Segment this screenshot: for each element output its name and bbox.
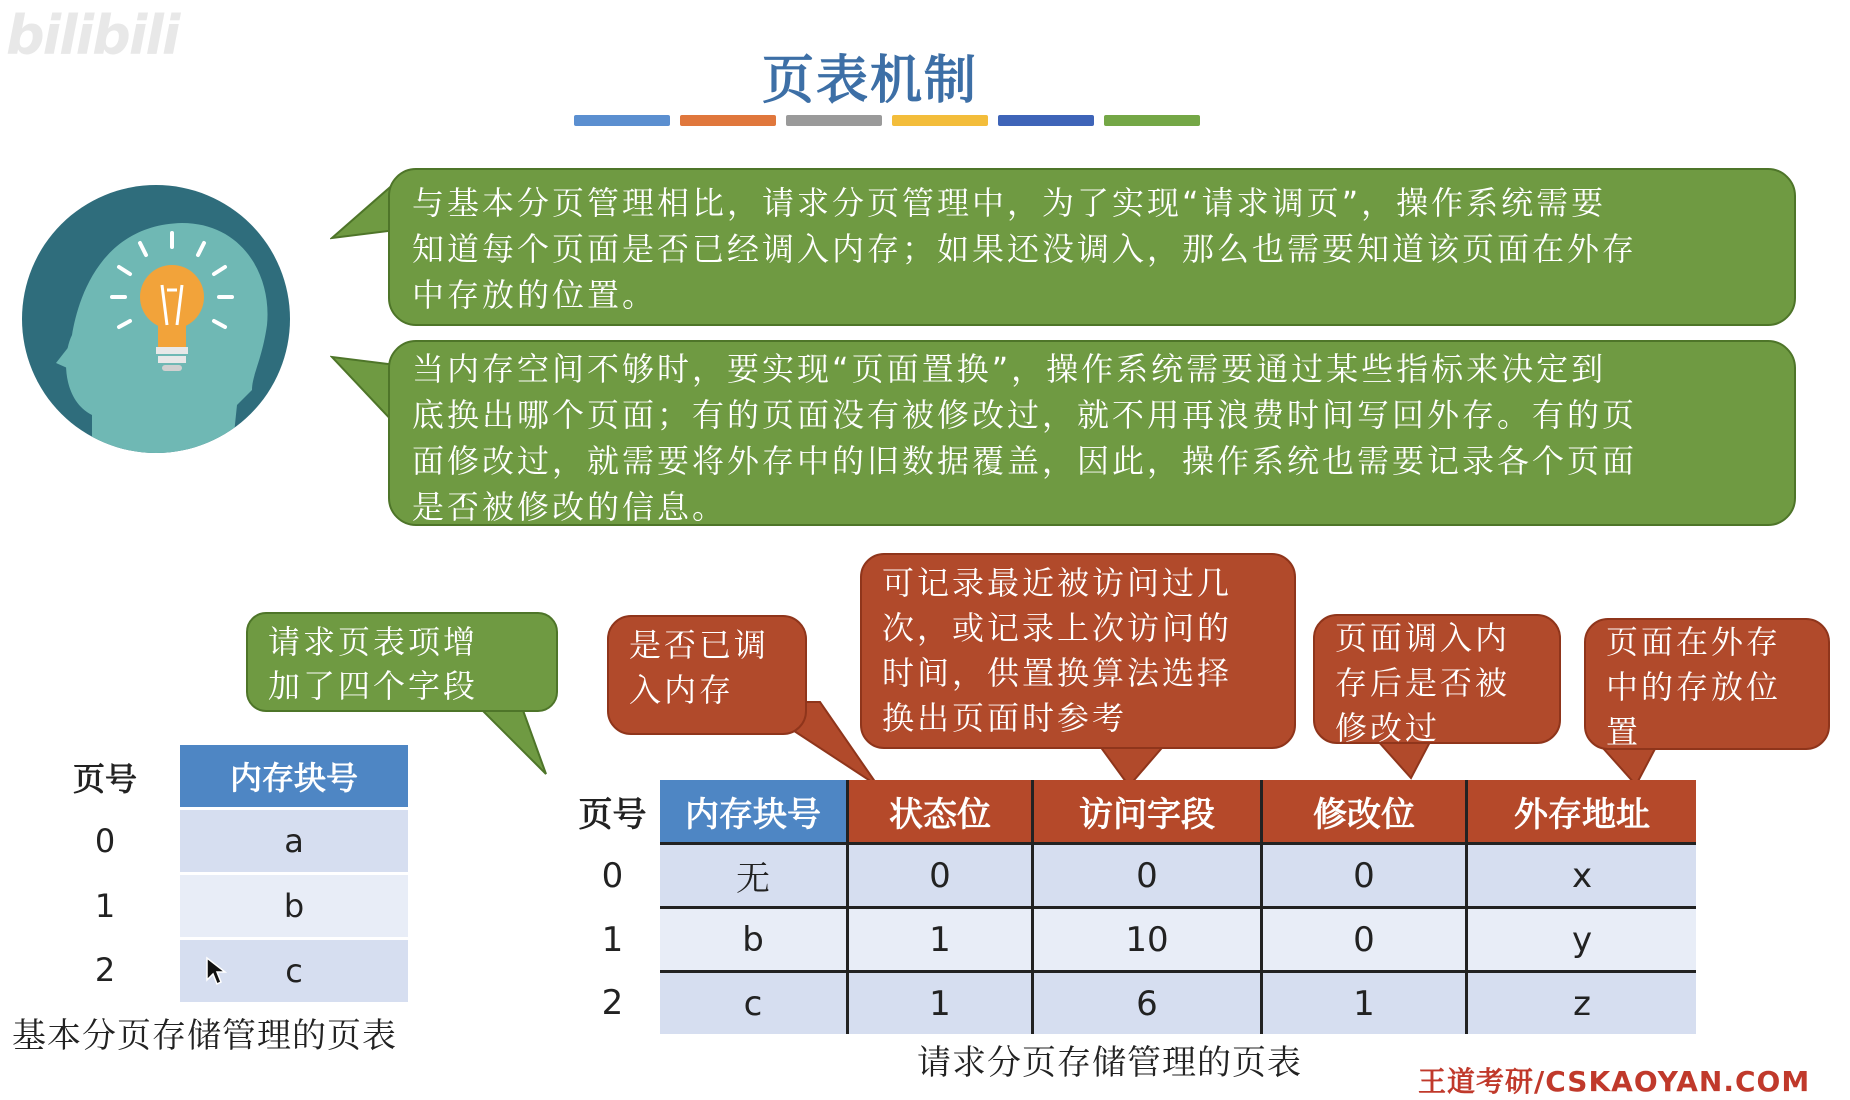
table-row (30, 809, 408, 874)
footer-brand: 王道考研/CSKAOYAN.COM (1418, 1065, 1811, 1098)
frame-number-header: 内存块号 (660, 780, 848, 844)
table-row (565, 844, 1696, 908)
bubble-line: 请求页表项增 (268, 623, 479, 661)
bubble-line: 页面调入内 (1335, 619, 1511, 657)
ext-addr-cell: x (1467, 844, 1697, 908)
bubble-line: 入内存 (629, 671, 735, 709)
access-field-bubble (860, 553, 1296, 749)
bubble-line: 修改过 (1335, 709, 1441, 747)
status-bit-cell: 1 (848, 972, 1033, 1035)
access-field-cell: 6 (1033, 972, 1262, 1035)
explanation-bubble-page-replacement (388, 340, 1796, 526)
modify-bit-cell: 1 (1262, 972, 1467, 1035)
status-bit-cell: 0 (848, 844, 1033, 908)
page-number-cell: 2 (565, 972, 660, 1035)
page-number-header: 页号 (565, 780, 660, 844)
frame-cell: c (180, 939, 408, 1003)
page-number-cell: 1 (565, 908, 660, 972)
bubble-line: 加了四个字段 (268, 667, 479, 705)
page-number-cell: 0 (565, 844, 660, 908)
modify-bit-cell: 0 (1262, 844, 1467, 908)
ext-addr-cell: y (1467, 908, 1697, 972)
frame-cell: a (180, 809, 408, 874)
modify-bit-cell: 0 (1262, 908, 1467, 972)
bilibili-watermark: bilibili (6, 4, 179, 67)
page-number-cell: 1 (30, 874, 180, 939)
title-underline-segment-4 (892, 115, 988, 126)
bubble-line: 知道每个页面是否已经调入内存；如果还没调入，那么也需要知道该页面在外存 (412, 230, 1638, 268)
explanation-bubble-request-paging (388, 168, 1796, 326)
mouse-cursor-icon (205, 956, 227, 986)
head-lightbulb-icon (22, 185, 290, 453)
bubble-line: 次，或记录上次访问的 (882, 609, 1233, 647)
frame-cell: b (660, 908, 848, 972)
bubble-line: 中存放的位置。 (412, 276, 658, 314)
request-page-table (565, 780, 1696, 1034)
bubble-line: 中的存放位 (1606, 668, 1782, 706)
frame-cell: c (660, 972, 848, 1035)
bubble-line: 页面在外存 (1606, 623, 1782, 661)
request-table-caption: 请求分页存储管理的页表 (917, 1043, 1302, 1083)
basic-table-caption: 基本分页存储管理的页表 (12, 1016, 397, 1056)
table-row (565, 972, 1696, 1035)
page-number-cell: 0 (30, 809, 180, 874)
bubble-line: 置 (1606, 713, 1642, 751)
modify-bit-header: 修改位 (1262, 780, 1467, 844)
status-bit-bubble (607, 615, 807, 735)
access-field-header: 访问字段 (1033, 780, 1262, 844)
bubble-line: 换出页面时参考 (882, 699, 1128, 737)
title-underline-segment-6 (1104, 115, 1200, 126)
bubble-line: 可记录最近被访问过几 (882, 564, 1233, 602)
bubble-line: 底换出哪个页面；有的页面没有被修改过，就不用再浪费时间写回外存。有的页 (412, 396, 1638, 434)
access-field-cell: 0 (1033, 844, 1262, 908)
frame-cell: 无 (660, 844, 848, 908)
bubble-line: 是否被修改的信息。 (412, 488, 728, 526)
modify-bit-bubble (1313, 614, 1561, 747)
title-underline-segment-2 (680, 115, 776, 126)
title-underline-segment-3 (786, 115, 882, 126)
frame-cell: b (180, 874, 408, 939)
bubble-line: 存后是否被 (1335, 664, 1511, 702)
bubble-line: 与基本分页管理相比，请求分页管理中，为了实现“请求调页”，操作系统需要 (412, 184, 1607, 222)
access-field-cell: 10 (1033, 908, 1262, 972)
table-row (565, 908, 1696, 972)
bubble-line: 是否已调 (629, 626, 770, 664)
bubble-line: 时间，供置换算法选择 (882, 654, 1233, 692)
status-bit-cell: 1 (848, 908, 1033, 972)
page-title: 页表机制 (761, 51, 978, 111)
frame-number-header: 内存块号 (180, 745, 408, 809)
page-number-cell: 2 (30, 939, 180, 1003)
ext-addr-bubble (1584, 618, 1830, 750)
bubble-line: 面修改过，就需要将外存中的旧数据覆盖，因此，操作系统也需要记录各个页面 (412, 442, 1638, 480)
ext-addr-cell: z (1467, 972, 1697, 1035)
status-bit-header: 状态位 (848, 780, 1033, 844)
page-number-header: 页号 (30, 745, 180, 809)
four-fields-bubble (246, 612, 558, 712)
title-underline-segment-5 (998, 115, 1094, 126)
title-underline-segment-1 (574, 115, 670, 126)
bubble-line: 当内存空间不够时，要实现“页面置换”，操作系统需要通过某些指标来决定到 (412, 350, 1607, 388)
table-row (30, 874, 408, 939)
ext-addr-header: 外存地址 (1467, 780, 1697, 844)
